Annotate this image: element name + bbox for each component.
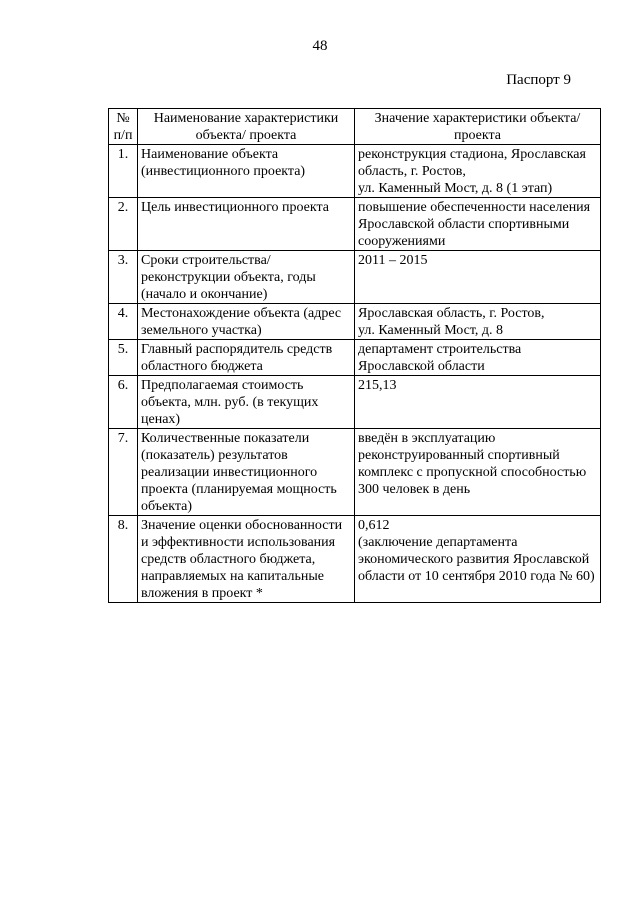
table-row bbox=[109, 145, 601, 198]
row-characteristic-value: 215,13 bbox=[355, 376, 601, 429]
table-row bbox=[109, 516, 601, 603]
row-characteristic-value: повышение обеспеченности населения Ярославской области спортивными сооружениями bbox=[355, 198, 601, 251]
header-value: Значение характеристики объекта/ проекта bbox=[355, 109, 601, 145]
row-number: 1. bbox=[109, 145, 138, 198]
row-characteristic-value: 2011 – 2015 bbox=[355, 251, 601, 304]
table-row bbox=[109, 376, 601, 429]
table-row bbox=[109, 304, 601, 340]
row-characteristic-name: Значение оценки обоснованности и эффективности использования средств областного бюджета, направляемых на капитальные вложения в проект * bbox=[138, 516, 355, 603]
row-characteristic-value: 0,612 (заключение департамента экономического развития Ярославской области от 10 сентября 2010 года № 60) bbox=[355, 516, 601, 603]
row-number: 2. bbox=[109, 198, 138, 251]
table-row bbox=[109, 429, 601, 516]
row-number: 6. bbox=[109, 376, 138, 429]
table-row bbox=[109, 340, 601, 376]
table-row bbox=[109, 198, 601, 251]
row-characteristic-value: реконструкция стадиона, Ярославская область, г. Ростов, ул. Каменный Мост, д. 8 (1 этап) bbox=[355, 145, 601, 198]
row-number: 5. bbox=[109, 340, 138, 376]
row-characteristic-name: Предполагаемая стоимость объекта, млн. руб. (в текущих ценах) bbox=[138, 376, 355, 429]
table-body bbox=[109, 145, 601, 603]
row-number: 8. bbox=[109, 516, 138, 603]
row-characteristic-value: введён в эксплуатацию реконструированный спортивный комплекс с пропускной способностью 300 человек в день bbox=[355, 429, 601, 516]
row-number: 4. bbox=[109, 304, 138, 340]
table-header bbox=[109, 109, 601, 145]
row-characteristic-name: Количественные показатели (показатель) результатов реализации инвестиционного проекта (планируемая мощность объекта) bbox=[138, 429, 355, 516]
row-characteristic-name: Наименование объекта (инвестиционного проекта) bbox=[138, 145, 355, 198]
passport-table bbox=[108, 108, 601, 603]
row-characteristic-name: Сроки строительства/ реконструкции объекта, годы (начало и окончание) bbox=[138, 251, 355, 304]
row-characteristic-name: Местонахождение объекта (адрес земельного участка) bbox=[138, 304, 355, 340]
table-row bbox=[109, 251, 601, 304]
row-characteristic-value: департамент строительства Ярославской области bbox=[355, 340, 601, 376]
header-num: № п/п bbox=[109, 109, 138, 145]
header-name: Наименование характеристики объекта/ проекта bbox=[138, 109, 355, 145]
row-characteristic-name: Главный распорядитель средств областного бюджета bbox=[138, 340, 355, 376]
page-number: 48 bbox=[312, 38, 328, 54]
row-characteristic-name: Цель инвестиционного проекта bbox=[138, 198, 355, 251]
header-row bbox=[109, 109, 601, 145]
row-characteristic-value: Ярославская область, г. Ростов, ул. Каменный Мост, д. 8 bbox=[355, 304, 601, 340]
passport-label: Паспорт 9 bbox=[506, 72, 571, 88]
row-number: 7. bbox=[109, 429, 138, 516]
row-number: 3. bbox=[109, 251, 138, 304]
